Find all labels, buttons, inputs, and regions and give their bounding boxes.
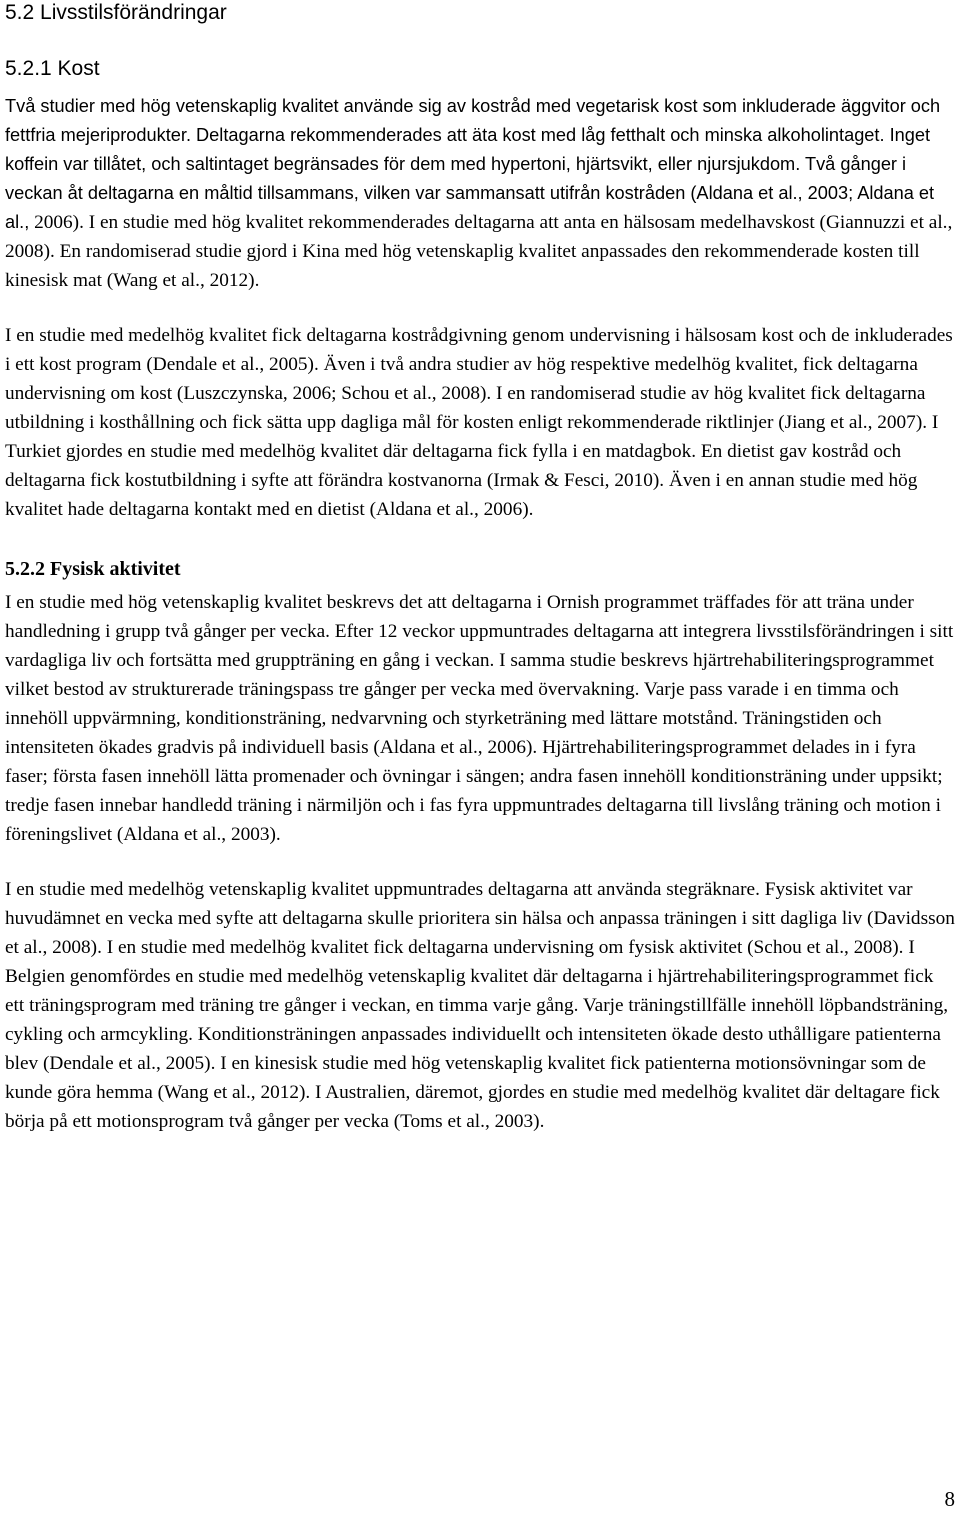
subsection-heading-fysisk-aktivitet: 5.2.2 Fysisk aktivitet [5,558,181,580]
document-page [5,0,955,1136]
fysisk-paragraph-1: I en studie med hög vetenskaplig kvalitet beskrevs det att deltagarna i Ornish programmet träffades för att träna under handledning i grupp två gånger per vecka. Efter 12 veckor uppmuntrades deltagarna att integrera livsstilsförändringen i sitt vardagliga liv och fortsätta med gruppträning en gång i veckan. I samma studie beskrevs hjärtrehabiliteringsprogrammet vilket bestod av strukturerade träningspass tre gånger per vecka med övervakning. Varje pass varade i en timma och innehöll uppvärmning, konditionsträning, nedvarvning och styrketräning med lättare motstånd. Träningstiden och intensiteten ökades gradvis på individuell basis (Aldana et al., 2006). Hjärtrehabiliteringsprogrammet delades in i fyra faser; första fasen innehöll lätta promenader och övningar i sängen; andra fasen innehöll konditionsträning under uppsikt; tredje fasen innebar handledd träning i närmiljön och i fas fyra uppmuntrades deltagarna till livslång träning och motion i föreningslivet (Aldana et al., 2003). [5,592,954,845]
section-heading: 5.2 Livsstilsförändringar [5,1,227,24]
kost-paragraph-1-serif-text: 2006). I en studie med hög kvalitet rekommenderades deltagarna att anta en hälsosam medelhavskost (Giannuzzi et al., 2008). En randomiserad studie gjord i Kina med hög vetenskaplig kvalitet anpassades den rekommenderade kosten till kinesisk mat (Wang et al., 2012). [5,212,953,291]
kost-paragraph-1-sans-text: Två studier med hög vetenskaplig kvalitet använde sig av kostråd med vegetarisk kost som inkluderade äggvitor och fettfria mejeriprodukter. Deltagarna rekommenderades att äta kost med låg fetthalt och minska alkoholintaget. Inget koffein var tillåtet, och saltintaget begränsades för dem med hypertoni, hjärtsvikt, eller njursjukdom. Två gånger i veckan åt deltagarna en måltid tillsammans, vilken var sammansatt utifrån kostråden (Aldana et al., 2003; Aldana et al., [5,96,941,232]
fysisk-paragraph-2: I en studie med medelhög vetenskaplig kvalitet uppmuntrades deltagarna att använda stegräknare. Fysisk aktivitet var huvudämnet en vecka med syfte att deltagarna skulle prioritera sin hälsa och anpassa träningen i sitt dagliga liv (Davidsson et al., 2008). I en studie med medelhög kvalitet fick deltagarna undervisning om fysisk aktivitet (Schou et al., 2008). I Belgien genomfördes en studie med medelhög vetenskaplig kvalitet där deltagarna i hjärtrehabiliteringsprogrammet fick ett träningsprogram med träning tre gånger i veckan, en timma varje gång. Varje träningstillfälle innehöll löpbandsträning, cykling och armcykling. Konditionsträningen anpassades individuellt och intensiteten ökade desto uthålligare patienterna blev (Dendale et al., 2005). I en kinesisk studie med hög vetenskaplig kvalitet fick patienterna motionsövningar som de kunde göra hemma (Wang et al., 2012). I Australien, däremot, gjordes en studie med medelhög kvalitet där deltagare fick börja på ett motionsprogram två gånger per vecka (Toms et al., 2003). [5,879,955,1132]
kost-paragraph-2: I en studie med medelhög kvalitet fick deltagarna kostrådgivning genom undervisning i hälsosam kost och de inkluderades i ett kost program (Dendale et al., 2005). Även i två andra studier av hög respektive medelhög kvalitet, fick deltagarna undervisning om kost (Luszczynska, 2006; Schou et al., 2008). I en randomiserad studie av hög kvalitet fick deltagarna utbildning i kosthållning och fick sätta upp dagliga mål för kosten enligt rekommenderade riktlinjer (Jiang et al., 2007). I Turkiet gjordes en studie med medelhög kvalitet där deltagarna fick fylla i en matdagbok. En dietist gav kostråd och deltagarna fick kostutbildning i syfte att förändra kostvanorna (Irmak & Fesci, 2010). Även i en annan studie med hög kvalitet hade deltagarna kontakt med en dietist (Aldana et al., 2006). [5,325,953,520]
subsection-heading-kost: 5.2.1 Kost [5,57,100,80]
kost-paragraph-1 [5,92,955,295]
page-number: 8 [944,1487,955,1511]
